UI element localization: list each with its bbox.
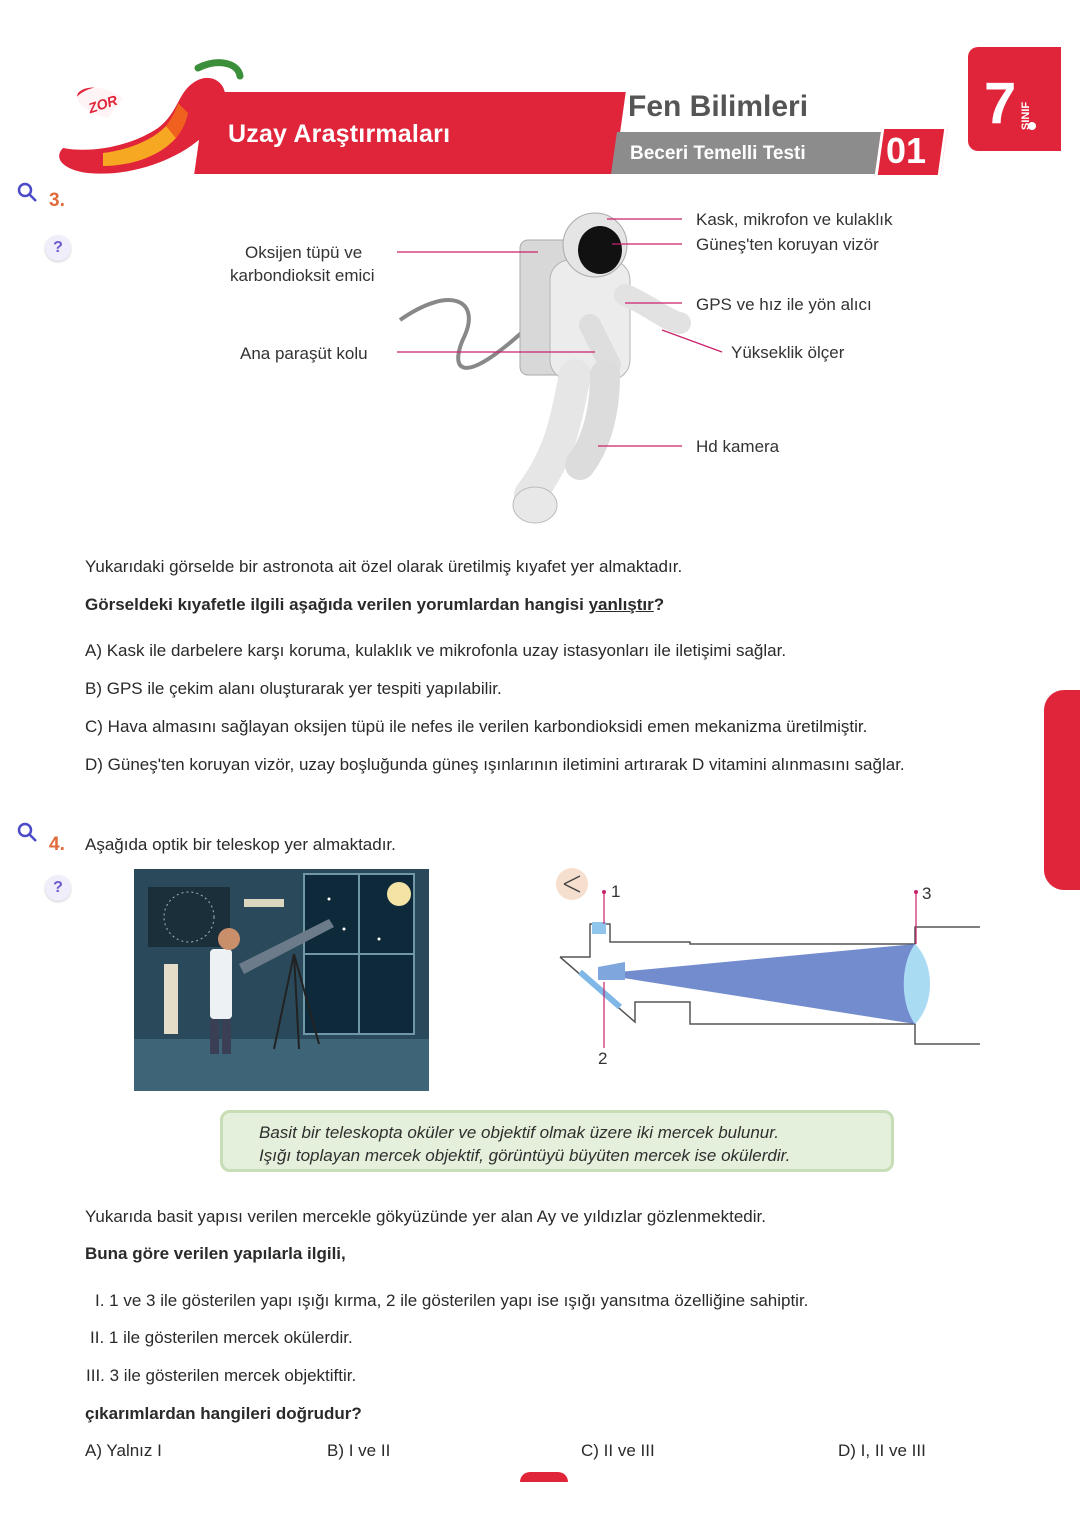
info-line-1: Basit bir teleskopta oküler ve objektif olmak üzere iki mercek bulunur. — [259, 1123, 779, 1142]
q3-question-mark: ? — [653, 595, 665, 614]
diagram-label-3: 3 — [922, 884, 932, 903]
side-tab — [1044, 690, 1080, 890]
q3-option-b[interactable]: B) GPS ile çekim alanı oluşturarak yer tespiti yapılabilir. — [85, 679, 502, 698]
unit-title: Uzay Araştırmaları — [228, 120, 451, 148]
label-gps: GPS ve hız ile yön alıcı — [696, 295, 872, 314]
info-line-2: Işığı toplayan mercek objektif, görüntüyü büyüten mercek ise okülerdir. — [259, 1146, 791, 1165]
observatory-illustration — [134, 869, 429, 1091]
q4-answer-c[interactable]: C) II ve III — [581, 1441, 655, 1460]
label-camera: Hd kamera — [696, 437, 780, 456]
q3-option-d[interactable]: D) Güneş'ten koruyan vizör, uzay boşluğunda güneş ışınlarının iletimini artırarak D vitamini alınmasını sağlar. — [85, 755, 905, 774]
q4-answer-b[interactable]: B) I ve II — [327, 1441, 391, 1460]
label-oxygen-2: karbondioksit emici — [230, 266, 375, 285]
subject-title: Fen Bilimleri — [628, 90, 809, 123]
q4-answer-a[interactable]: A) Yalnız I — [85, 1441, 162, 1460]
label-visor: Güneş'ten koruyan vizör — [696, 235, 879, 254]
q4-statement-1: I. 1 ve 3 ile gösterilen yapı ışığı kırma, 2 ile gösterilen yapı ise ışığı yansıtma özelliğine sahiptir. — [95, 1291, 809, 1310]
help-icon[interactable]: ? — [45, 875, 71, 901]
q3-option-a[interactable]: A) Kask ile darbelere karşı koruma, kulaklık ve mikrofonla uzay istasyonları ile iletişimi sağlar. — [85, 641, 787, 660]
question-number-4: 4. — [49, 834, 65, 855]
q3-question — [85, 595, 664, 615]
q4-statement-3: III. 3 ile gösterilen mercek objektiftir. — [86, 1366, 357, 1385]
q4-intro: Aşağıda optik bir teleskop yer almaktadır. — [85, 835, 396, 854]
q4-question: çıkarımlardan hangileri doğrudur? — [85, 1404, 362, 1423]
difficulty-badge: ZOR — [86, 91, 120, 117]
label-altimeter: Yükseklik ölçer — [731, 343, 845, 362]
help-icon[interactable]: ? — [45, 235, 71, 261]
grade-label: SINIF — [1020, 101, 1032, 130]
test-number: 01 — [886, 130, 927, 171]
footer-mark — [520, 1472, 568, 1482]
q3-intro: Yukarıdaki görselde bir astronota ait özel olarak üretilmiş kıyafet yer almaktadır. — [85, 557, 683, 576]
astronaut-label-lines — [0, 0, 1080, 540]
q3-question-text: Görseldeki kıyafetle ilgili aşağıda verilen yorumlardan hangisi — [85, 595, 589, 614]
search-icon[interactable] — [16, 822, 38, 844]
test-label: Beceri Temelli Testi — [630, 143, 806, 164]
label-parachute: Ana paraşüt kolu — [240, 344, 368, 363]
q4-statement-2: II. 1 ile gösterilen mercek okülerdir. — [90, 1328, 353, 1347]
diagram-label-1: 1 — [611, 882, 621, 901]
question-number-3: 3. — [49, 190, 65, 211]
grade-number: 7 — [984, 71, 1017, 136]
label-helmet: Kask, mikrofon ve kulaklık — [696, 210, 893, 229]
diagram-label-2: 2 — [598, 1049, 608, 1068]
q4-context: Yukarıda basit yapısı verilen mercekle gökyüzünde yer alan Ay ve yıldızlar gözlenmektedir. — [85, 1207, 766, 1226]
q3-question-key: yanlıştır — [588, 595, 654, 614]
label-oxygen-1: Oksijen tüpü ve — [245, 243, 363, 262]
q4-lead: Buna göre verilen yapılarla ilgili, — [85, 1244, 346, 1263]
info-box — [220, 1110, 894, 1172]
q4-answer-d[interactable]: D) I, II ve III — [838, 1441, 926, 1460]
q3-option-c[interactable]: C) Hava almasını sağlayan oksijen tüpü ile nefes ile verilen karbondioksidi emen mekanizma üretilmiştir. — [85, 717, 868, 736]
